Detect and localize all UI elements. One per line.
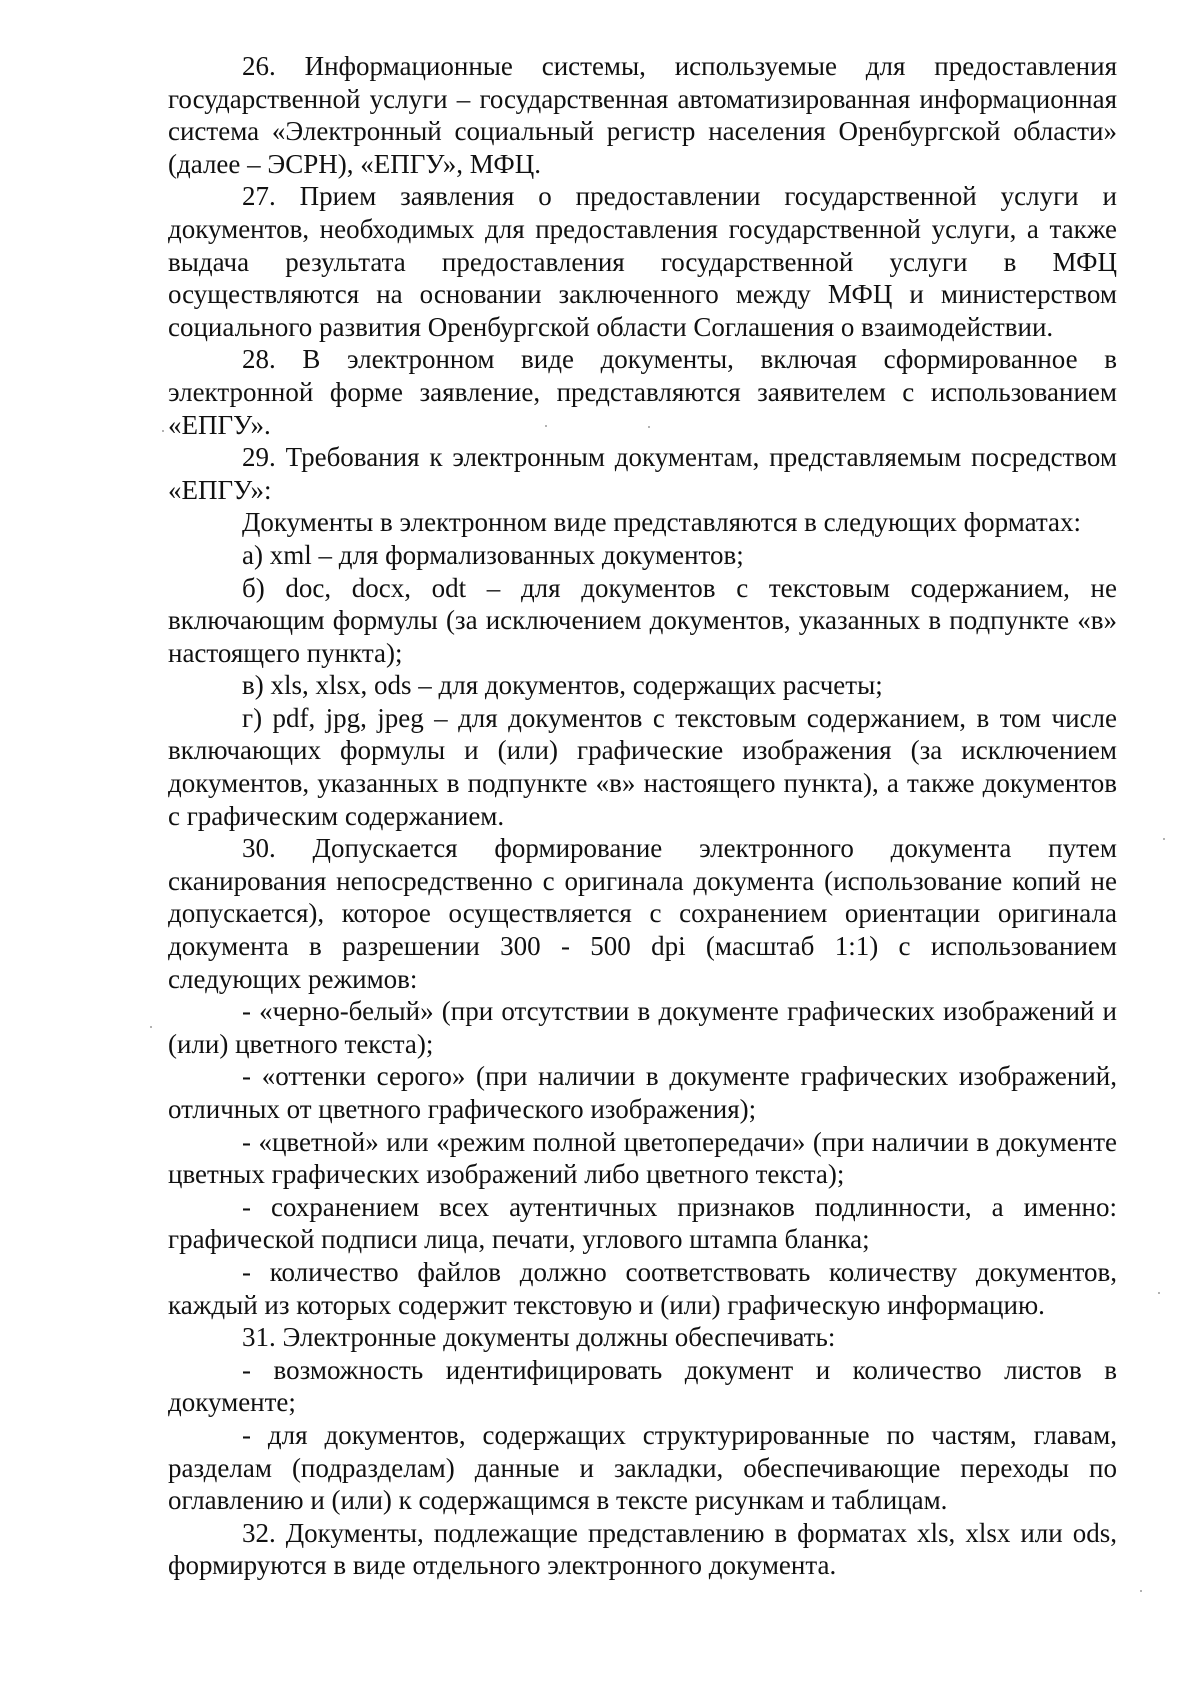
paragraph-32: 32. Документы, подлежащие представлению в форматах xls, xlsx или ods, формируются в виде отдельного электронного документа. — [168, 1517, 1117, 1581]
scan-speck — [162, 430, 164, 432]
paragraph-29-item-g: г) pdf, jpg, jpeg – для документов с текстовым содержанием, в том числе включающих формулы и (или) графические изображения (за исключением документов, указанных в подпункте «в» настоящего пункта), а также документов с графическим содержанием. — [168, 702, 1117, 831]
paragraph-29-formats-intro: Документы в электронном виде представляются в следующих форматах: — [242, 507, 1082, 538]
paragraph-29: 29. Требования к электронным документам, представляемым посредством «ЕПГУ»: — [168, 442, 1117, 505]
scan-speck — [1163, 838, 1165, 840]
paragraph-29-item-v: в) xls, xlsx, ods – для документов, содержащих расчеты; — [242, 670, 883, 701]
paragraph-30-mode-gray: - «оттенки серого» (при наличии в документе графических изображений, отличных от цветного графического изображения); — [168, 1061, 1117, 1124]
paragraph-31-structured: - для документов, содержащих структурированные по частям, главам, разделам (подразделам) данные и закладки, обеспечивающие переходы по оглавлению и (или) к содержащимся в тексте рисункам и таблицам. — [168, 1419, 1117, 1516]
scan-speck — [648, 426, 650, 428]
paragraph-30: 30. Допускается формирование электронного документа путем сканирования непосредственно с оригинала документа (использование копий не допускается), которое осуществляется с сохранением ориентации оригинала документа в разрешении 300 - 500 dpi (масштаб 1:1) с использованием следующих режимов: — [168, 833, 1117, 994]
scan-speck — [1158, 1292, 1160, 1294]
scan-speck — [1140, 1590, 1142, 1592]
paragraph-29-item-b: б) doc, docx, odt – для документов с текстовым содержанием, не включающим формулы (за исключением документов, указанных в подпункте «в» настоящего пункта); — [168, 572, 1117, 668]
paragraph-30-file-count: - количество файлов должно соответствовать количеству документов, каждый из которых содержит текстовую и (или) графическую информацию. — [168, 1256, 1117, 1320]
paragraph-30-authenticity: - сохранением всех аутентичных признаков подлинности, а именно: графической подписи лица, печати, углового штампа бланка; — [168, 1191, 1117, 1255]
scan-speck — [150, 1026, 152, 1028]
paragraph-30-mode-bw: - «черно-белый» (при отсутствии в документе графических изображений и (или) цветного текста); — [168, 996, 1117, 1059]
paragraph-30-mode-color: - «цветной» или «режим полной цветопередачи» (при наличии в документе цветных графических изображений либо цветного текста); — [168, 1126, 1117, 1190]
paragraph-26: 26. Информационные системы, используемые для предоставления государственной услуги – государственная автоматизированная информационная система «Электронный социальный регистр населения Оренбургской области» (далее – ЭСРН), «ЕПГУ», МФЦ. — [168, 51, 1117, 179]
paragraph-28: 28. В электронном виде документы, включая сформированное в электронной форме заявление, представляются заявителем с использованием «ЕПГУ». — [168, 344, 1117, 440]
paragraph-31-identify: - возможность идентифицировать документ и количество листов в документе; — [168, 1354, 1117, 1418]
scan-speck — [545, 425, 547, 427]
paragraph-27: 27. Прием заявления о предоставлении государственной услуги и документов, необходимых для предоставления государственной услуги, а также выдача результата предоставления государственной услуги в МФЦ осуществляются на основании заключенного между МФЦ и министерством социального развития Оренбургской области Соглашения о взаимодействии. — [168, 181, 1117, 342]
paragraph-29-item-a: а) xml – для формализованных документов; — [242, 539, 744, 570]
paragraph-31: 31. Электронные документы должны обеспечивать: — [242, 1322, 836, 1353]
document-body — [168, 50, 1117, 1582]
